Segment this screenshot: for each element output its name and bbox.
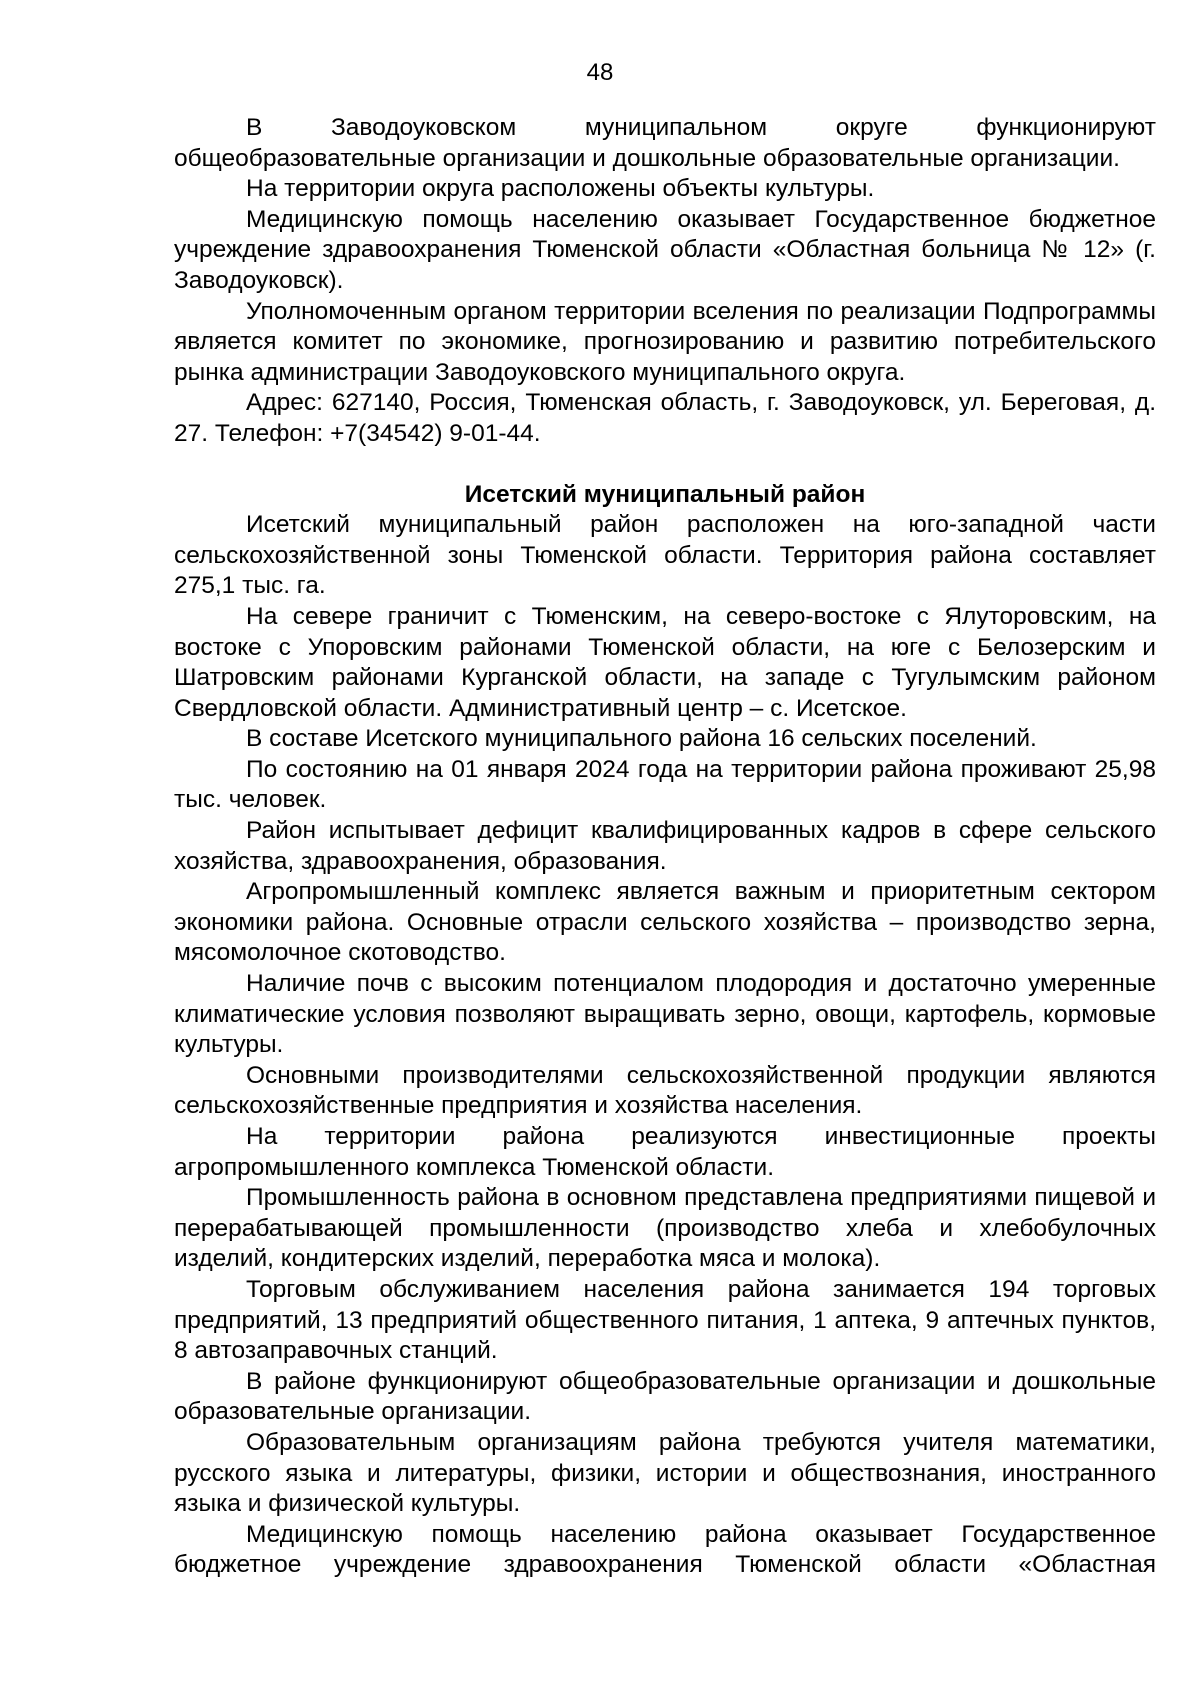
paragraph: В составе Исетского муниципального района 16 сельских поселений. [246, 725, 1037, 753]
paragraph: Район испытывает дефицит квалифицированных кадров в сфере сельского хозяйства, здравоохранения, образования. [174, 817, 1156, 875]
section-heading: Исетский муниципальный район [464, 480, 866, 508]
paragraph: В районе функционируют общеобразовательные организации и дошкольные образовательные организации. [174, 1367, 1156, 1426]
paragraph: Наличие почв с высоким потенциалом плодородия и достаточно умеренные климатические условия позволяют выращивать зерно, овощи, картофель, кормовые культуры. [174, 970, 1156, 1059]
paragraph: Торговым обслуживанием населения района занимается 194 торговых предприятий, 13 предприятий общественного питания, 1 аптека, 9 аптечных пунктов, 8 автозаправочных станций. [174, 1275, 1156, 1365]
document-body [174, 113, 1156, 1581]
paragraph: На севере граничит с Тюменским, на северо-востоке с Ялуторовским, на востоке с Упоровским районами Тюменской области, на юге с Белозерским и Шатровским районами Курганской области, на западе с Тугулымским районом Свердловской области. Административный центр – с. Исетское. [174, 602, 1156, 722]
paragraph: Уполномоченным органом территории вселения по реализации Подпрограммы является комитет по экономике, прогнозированию и развитию потребительского рынка администрации Заводоуковского муниципального округа. [174, 297, 1156, 386]
page-number: 48 [586, 59, 614, 86]
paragraph: В Заводоуковском муниципальном округе функционируют общеобразовательные организации и дошкольные образовательные организации. [174, 114, 1156, 172]
paragraph: Медицинскую помощь населению оказывает Государственное бюджетное учреждение здравоохранения Тюменской области «Областная больница № 12» (г. Заводоуковск). [174, 205, 1156, 294]
paragraph: Промышленность района в основном представлена предприятиями пищевой и перерабатывающей промышленности (производство хлеба и хлебобулочных изделий, кондитерских изделий, переработка мяса и молока). [174, 1184, 1156, 1273]
paragraph: Основными производителями сельскохозяйственной продукции являются сельскохозяйственные предприятия и хозяйства населения. [174, 1061, 1156, 1120]
paragraph: Образовательным организациям района требуются учителя математики, русского языка и литературы, физики, истории и обществознания, иностранного языка и физической культуры. [174, 1428, 1156, 1518]
paragraph: Медицинскую помощь населению района оказывает Государственное бюджетное учреждение здравоохранения Тюменской области «Областная [174, 1520, 1156, 1579]
paragraph: Адрес: 627140, Россия, Тюменская область, г. Заводоуковск, ул. Береговая, д. 27. Телефон: +7(34542) 9-01-44. [174, 389, 1156, 447]
paragraph: Агропромышленный комплекс является важным и приоритетным сектором экономики района. Основные отрасли сельского хозяйства – производство зерна, мясомолочное скотоводство. [174, 878, 1156, 967]
paragraph: На территории района реализуются инвестиционные проекты агропромышленного комплекса Тюменской области. [174, 1123, 1156, 1181]
paragraph: На территории округа расположены объекты культуры. [246, 175, 875, 203]
paragraph: Исетский муниципальный район расположен на юго-западной части сельскохозяйственной зоны Тюменской области. Территория района составляет 275,1 тыс. га. [174, 511, 1156, 600]
paragraph: По состоянию на 01 января 2024 года на территории района проживают 25,98 тыс. человек. [174, 755, 1156, 814]
